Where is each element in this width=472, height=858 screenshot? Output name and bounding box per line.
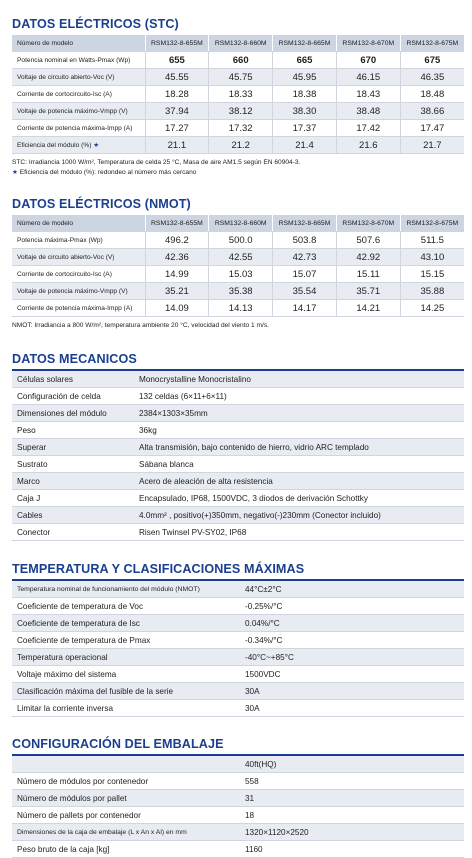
table-row bbox=[12, 120, 464, 137]
row-key: Voltaje máximo del sistema bbox=[12, 666, 241, 683]
cell: 45.75 bbox=[209, 69, 273, 86]
efficiency-label: Eficiencia del módulo (%) bbox=[17, 142, 92, 149]
nmot-header-label: Número de modelo bbox=[12, 215, 145, 232]
table-row bbox=[12, 524, 464, 541]
nmot-model: RSM132-8-670M bbox=[336, 215, 400, 232]
cell: 17.37 bbox=[273, 120, 337, 137]
row-key: Temperatura operacional bbox=[12, 649, 241, 666]
cell: 14.99 bbox=[145, 266, 209, 283]
cell: 675 bbox=[400, 52, 464, 69]
table-row bbox=[12, 405, 464, 422]
row-key: Dimensiones del módulo bbox=[12, 405, 135, 422]
cell: 42.92 bbox=[336, 249, 400, 266]
table-row bbox=[12, 756, 464, 773]
cell: 17.32 bbox=[209, 120, 273, 137]
cell: 35.71 bbox=[336, 283, 400, 300]
row-key: Marco bbox=[12, 473, 135, 490]
row-key: Peso bruto de la caja [kg] bbox=[12, 841, 241, 858]
cell: 46.15 bbox=[336, 69, 400, 86]
row-value: 0.04%/°C bbox=[241, 615, 464, 632]
row-value: 4.0mm² , positivo(+)350mm, negativo(-)230mm (Conector incluido) bbox=[135, 507, 464, 524]
cell: 37.94 bbox=[145, 103, 209, 120]
cell: 38.12 bbox=[209, 103, 273, 120]
cell: 42.55 bbox=[209, 249, 273, 266]
cell: 17.27 bbox=[145, 120, 209, 137]
row-key bbox=[12, 756, 241, 773]
nmot-section bbox=[12, 196, 464, 331]
stc-notes bbox=[12, 158, 464, 178]
stc-header-row bbox=[12, 35, 464, 52]
row-label: Voltaje de potencia máximo-Vmpp (V) bbox=[12, 103, 145, 120]
table-row bbox=[12, 841, 464, 858]
row-key: Temperatura nominal de funcionamiento del módulo (NMOT) bbox=[12, 581, 241, 598]
row-key: Dimensiones de la caja de embalaje (L x An x Al) en mm bbox=[12, 824, 241, 841]
row-value: 30A bbox=[241, 700, 464, 717]
cell: 507.6 bbox=[336, 232, 400, 249]
cell: 46.35 bbox=[400, 69, 464, 86]
row-value: 44°C±2°C bbox=[241, 581, 464, 598]
row-key: Células solares bbox=[12, 371, 135, 388]
table-row bbox=[12, 439, 464, 456]
cell: 21.1 bbox=[145, 137, 209, 154]
row-value: 36kg bbox=[135, 422, 464, 439]
cell: 670 bbox=[336, 52, 400, 69]
row-label: Corriente de potencia máxima-Impp (A) bbox=[12, 120, 145, 137]
table-row bbox=[12, 615, 464, 632]
row-value: 558 bbox=[241, 773, 464, 790]
table-row bbox=[12, 598, 464, 615]
cell: 21.2 bbox=[209, 137, 273, 154]
row-key: Número de pallets por contenedor bbox=[12, 807, 241, 824]
cell: 18.33 bbox=[209, 86, 273, 103]
table-row bbox=[12, 456, 464, 473]
table-row bbox=[12, 137, 464, 154]
cell: 15.07 bbox=[273, 266, 337, 283]
row-value: -0.25%/°C bbox=[241, 598, 464, 615]
row-value: 1320×1120×2520 bbox=[241, 824, 464, 841]
cell: 15.03 bbox=[209, 266, 273, 283]
table-row bbox=[12, 700, 464, 717]
table-row bbox=[12, 103, 464, 120]
mecanicos-section bbox=[12, 351, 464, 541]
temperatura-title: TEMPERATURA Y CLASIFICACIONES MÁXIMAS bbox=[12, 562, 305, 576]
cell: 496.2 bbox=[145, 232, 209, 249]
cell: 15.11 bbox=[336, 266, 400, 283]
table-row bbox=[12, 69, 464, 86]
table-row bbox=[12, 249, 464, 266]
table-row bbox=[12, 507, 464, 524]
embalaje-table bbox=[12, 756, 464, 858]
row-value: -0.34%/°C bbox=[241, 632, 464, 649]
cell: 660 bbox=[209, 52, 273, 69]
embalaje-section bbox=[12, 736, 464, 858]
cell: 18.48 bbox=[400, 86, 464, 103]
nmot-header-row bbox=[12, 215, 464, 232]
temperatura-section bbox=[12, 561, 464, 717]
row-value: 31 bbox=[241, 790, 464, 807]
stc-model: RSM132-8-675M bbox=[400, 35, 464, 52]
row-value: 18 bbox=[241, 807, 464, 824]
row-key: Peso bbox=[12, 422, 135, 439]
cell: 45.95 bbox=[273, 69, 337, 86]
table-row bbox=[12, 473, 464, 490]
row-key: Coeficiente de temperatura de Isc bbox=[12, 615, 241, 632]
row-value: Acero de aleación de alta resistencia bbox=[135, 473, 464, 490]
row-key: Coeficiente de temperatura de Voc bbox=[12, 598, 241, 615]
cell: 14.13 bbox=[209, 300, 273, 317]
nmot-model: RSM132-8-655M bbox=[145, 215, 209, 232]
table-row bbox=[12, 683, 464, 700]
row-value: 1500VDC bbox=[241, 666, 464, 683]
row-value: Monocrystalline Monocristalino bbox=[135, 371, 464, 388]
table-row bbox=[12, 666, 464, 683]
table-row bbox=[12, 632, 464, 649]
mecanicos-table bbox=[12, 371, 464, 541]
row-key: Sustrato bbox=[12, 456, 135, 473]
row-value: Sábana blanca bbox=[135, 456, 464, 473]
cell: 35.21 bbox=[145, 283, 209, 300]
cell: 15.15 bbox=[400, 266, 464, 283]
table-row bbox=[12, 649, 464, 666]
cell: 38.48 bbox=[336, 103, 400, 120]
stc-table bbox=[12, 35, 464, 154]
stc-model: RSM132-8-655M bbox=[145, 35, 209, 52]
table-row bbox=[12, 824, 464, 841]
row-value: 132 celdas (6×11+6×11) bbox=[135, 388, 464, 405]
table-row bbox=[12, 266, 464, 283]
cell: 17.47 bbox=[400, 120, 464, 137]
row-value: Alta transmisión, bajo contenido de hierro, vidrio ARC templado bbox=[135, 439, 464, 456]
row-key: Clasificación máxima del fusible de la serie bbox=[12, 683, 241, 700]
row-label: Potencia máxima-Pmax (Wp) bbox=[12, 232, 145, 249]
row-key: Superar bbox=[12, 439, 135, 456]
row-label: Voltaje de potencia máximo-Vmpp (V) bbox=[12, 283, 145, 300]
cell: 14.21 bbox=[336, 300, 400, 317]
table-row bbox=[12, 773, 464, 790]
cell: 18.43 bbox=[336, 86, 400, 103]
stc-header-label: Número de modelo bbox=[12, 35, 145, 52]
nmot-model: RSM132-8-675M bbox=[400, 215, 464, 232]
row-key: Coeficiente de temperatura de Pmax bbox=[12, 632, 241, 649]
row-value: Risen Twinsel PV-SY02, IP68 bbox=[135, 524, 464, 541]
stc-model: RSM132-8-665M bbox=[273, 35, 337, 52]
row-label: Voltaje de circuito abierto-Voc (V) bbox=[12, 69, 145, 86]
row-label: Voltaje de circuito abierto-Voc (V) bbox=[12, 249, 145, 266]
table-row bbox=[12, 790, 464, 807]
cell: 38.30 bbox=[273, 103, 337, 120]
row-value: 2384×1303×35mm bbox=[135, 405, 464, 422]
table-row bbox=[12, 422, 464, 439]
stc-section bbox=[12, 16, 464, 178]
table-row bbox=[12, 283, 464, 300]
cell: 42.73 bbox=[273, 249, 337, 266]
cell: 45.55 bbox=[145, 69, 209, 86]
cell: 14.17 bbox=[273, 300, 337, 317]
table-row bbox=[12, 300, 464, 317]
table-row bbox=[12, 86, 464, 103]
cell: 503.8 bbox=[273, 232, 337, 249]
row-value: 30A bbox=[241, 683, 464, 700]
mecanicos-title: DATOS MECANICOS bbox=[12, 352, 137, 366]
table-row bbox=[12, 490, 464, 507]
cell: 35.54 bbox=[273, 283, 337, 300]
nmot-table bbox=[12, 215, 464, 317]
row-key: Configuración de celda bbox=[12, 388, 135, 405]
row-label: Corriente de cortocircuito-Isc (A) bbox=[12, 86, 145, 103]
cell: 21.4 bbox=[273, 137, 337, 154]
row-label bbox=[12, 137, 145, 154]
table-row bbox=[12, 52, 464, 69]
nmot-model: RSM132-8-660M bbox=[209, 215, 273, 232]
cell: 665 bbox=[273, 52, 337, 69]
table-row bbox=[12, 371, 464, 388]
row-label: Corriente de cortocircuito-Isc (A) bbox=[12, 266, 145, 283]
cell: 18.38 bbox=[273, 86, 337, 103]
row-key: Número de módulos por pallet bbox=[12, 790, 241, 807]
cell: 655 bbox=[145, 52, 209, 69]
table-row bbox=[12, 807, 464, 824]
row-value: 40ft(HQ) bbox=[241, 756, 464, 773]
row-value: 1160 bbox=[241, 841, 464, 858]
star-icon: ★ bbox=[93, 142, 100, 149]
cell: 35.88 bbox=[400, 283, 464, 300]
embalaje-title: CONFIGURACIÓN DEL EMBALAJE bbox=[12, 737, 224, 751]
cell: 21.7 bbox=[400, 137, 464, 154]
row-value: Encapsulado, IP68, 1500VDC, 3 diodos de derivación Schottky bbox=[135, 490, 464, 507]
stc-model: RSM132-8-670M bbox=[336, 35, 400, 52]
cell: 18.28 bbox=[145, 86, 209, 103]
table-row bbox=[12, 232, 464, 249]
stc-model: RSM132-8-660M bbox=[209, 35, 273, 52]
cell: 42.36 bbox=[145, 249, 209, 266]
note-text: Eficiencia del módulo (%): redondeo al número más cercano bbox=[19, 169, 197, 176]
cell: 17.42 bbox=[336, 120, 400, 137]
stc-title: DATOS ELÉCTRICOS (STC) bbox=[12, 17, 179, 31]
cell: 14.25 bbox=[400, 300, 464, 317]
table-row bbox=[12, 581, 464, 598]
cell: 500.0 bbox=[209, 232, 273, 249]
temperatura-table bbox=[12, 581, 464, 717]
row-key: Caja J bbox=[12, 490, 135, 507]
row-key: Conector bbox=[12, 524, 135, 541]
stc-note: STC: Irradiancia 1000 W/m², Temperatura de celda 25 °C, Masa de aire AM1.5 según EN 60904-3. bbox=[12, 159, 301, 166]
row-key: Cables bbox=[12, 507, 135, 524]
nmot-note: NMOT: Irradiancia a 800 W/m², temperatura ambiente 20 °C, velocidad del viento 1 m/s. bbox=[12, 322, 269, 329]
table-row bbox=[12, 388, 464, 405]
star-icon: ★ bbox=[12, 169, 18, 176]
cell: 43.10 bbox=[400, 249, 464, 266]
nmot-title: DATOS ELÉCTRICOS (NMOT) bbox=[12, 197, 191, 211]
row-label: Potencia nominal en Watts-Pmax (Wp) bbox=[12, 52, 145, 69]
cell: 38.66 bbox=[400, 103, 464, 120]
row-value: -40°C~+85°C bbox=[241, 649, 464, 666]
nmot-model: RSM132-8-665M bbox=[273, 215, 337, 232]
cell: 21.6 bbox=[336, 137, 400, 154]
row-key: Número de módulos por contenedor bbox=[12, 773, 241, 790]
stc-note-efficiency bbox=[12, 168, 464, 178]
row-label: Corriente de potencia máxima-Impp (A) bbox=[12, 300, 145, 317]
cell: 511.5 bbox=[400, 232, 464, 249]
cell: 14.09 bbox=[145, 300, 209, 317]
row-key: Limitar la corriente inversa bbox=[12, 700, 241, 717]
cell: 35.38 bbox=[209, 283, 273, 300]
